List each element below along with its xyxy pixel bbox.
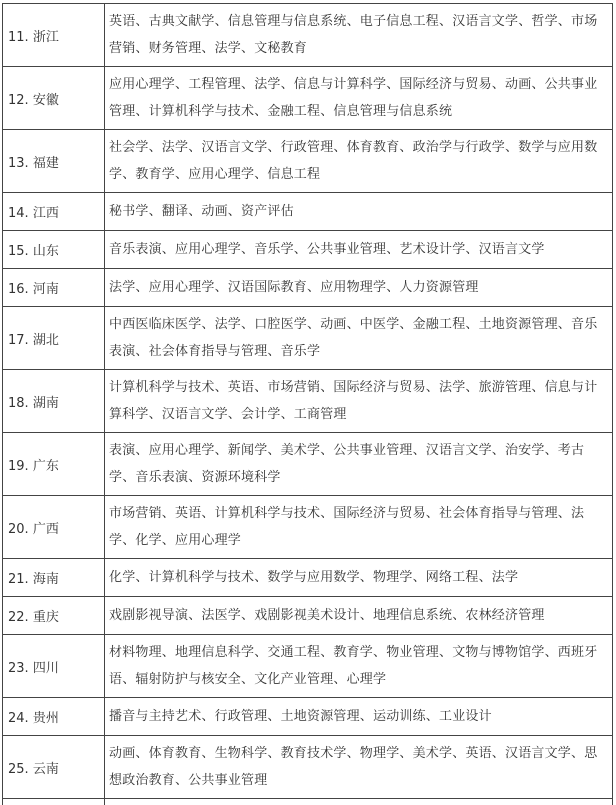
row-number: 20. [8, 522, 29, 537]
province-name: 江西 [33, 206, 59, 221]
majors-cell: 市场营销、英语、计算机科学与技术、国际经济与贸易、社会体育指导与管理、法学、化学、应用心理学 [105, 496, 613, 559]
province-cell [3, 193, 105, 231]
majors-cell: 计算机科学与技术、英语、市场营销、国际经济与贸易、法学、旅游管理、信息与计算科学、汉语言文学、会计学、工商管理 [105, 370, 613, 433]
province-cell [3, 307, 105, 370]
province-cell [3, 130, 105, 193]
province-cell [3, 635, 105, 698]
majors-cell: 播音与主持艺术、行政管理、土地资源管理、运动训练、工业设计 [105, 698, 613, 736]
row-number: 24. [8, 711, 29, 726]
table-row [3, 67, 613, 130]
table-row-partial [3, 799, 613, 805]
majors-cell: 化学、计算机科学与技术、数学与应用数学、物理学、网络工程、法学 [105, 559, 613, 597]
province-name: 福建 [33, 156, 59, 171]
province-name: 河南 [33, 282, 59, 297]
row-number: 13. [8, 156, 29, 171]
row-number: 22. [8, 610, 29, 625]
table-row [3, 269, 613, 307]
province-name: 重庆 [33, 610, 59, 625]
table-body [3, 4, 613, 805]
table-row [3, 736, 613, 799]
province-name: 海南 [33, 572, 59, 587]
province-name: 湖北 [33, 333, 59, 348]
province-cell [3, 698, 105, 736]
row-number: 16. [8, 282, 29, 297]
table-row [3, 559, 613, 597]
province-name: 广东 [33, 459, 59, 474]
table-row [3, 4, 613, 67]
table-row [3, 130, 613, 193]
table-row [3, 635, 613, 698]
province-name: 四川 [33, 661, 59, 676]
province-cell [3, 4, 105, 67]
majors-cell: 法学、应用心理学、汉语国际教育、应用物理学、人力资源管理 [105, 269, 613, 307]
majors-cell: 戏剧影视导演、法医学、戏剧影视美术设计、地理信息系统、农林经济管理 [105, 597, 613, 635]
majors-cell: 社会学、法学、汉语言文学、行政管理、体育教育、政治学与行政学、数学与应用数学、教育学、应用心理学、信息工程 [105, 130, 613, 193]
province-name: 贵州 [33, 711, 59, 726]
row-number: 17. [8, 333, 29, 348]
row-number: 11. [8, 30, 29, 45]
province-majors-table [2, 3, 613, 805]
row-number: 19. [8, 459, 29, 474]
majors-cell: 英语、古典文献学、信息管理与信息系统、电子信息工程、汉语言文学、哲学、市场营销、财务管理、法学、文秘教育 [105, 4, 613, 67]
row-number: 25. [8, 762, 29, 777]
table-row [3, 496, 613, 559]
majors-cell: 材料物理、地理信息科学、交通工程、教育学、物业管理、文物与博物馆学、西班牙语、辐射防护与核安全、文化产业管理、心理学 [105, 635, 613, 698]
province-cell [3, 370, 105, 433]
row-number: 12. [8, 93, 29, 108]
row-number: 15. [8, 244, 29, 259]
province-cell [3, 231, 105, 269]
province-name: 安徽 [33, 93, 59, 108]
table-row [3, 597, 613, 635]
partial-cell [3, 799, 105, 805]
row-number: 18. [8, 396, 29, 411]
majors-cell: 中西医临床医学、法学、口腔医学、动画、中医学、金融工程、土地资源管理、音乐表演、社会体育指导与管理、音乐学 [105, 307, 613, 370]
province-name: 湖南 [33, 396, 59, 411]
province-cell [3, 67, 105, 130]
table-row [3, 231, 613, 269]
province-name: 山东 [33, 244, 59, 259]
table-row [3, 433, 613, 496]
majors-cell: 音乐表演、应用心理学、音乐学、公共事业管理、艺术设计学、汉语言文学 [105, 231, 613, 269]
table-row [3, 193, 613, 231]
table-row [3, 698, 613, 736]
partial-cell [105, 799, 613, 805]
row-number: 23. [8, 661, 29, 676]
province-cell [3, 433, 105, 496]
province-cell [3, 597, 105, 635]
province-name: 广西 [33, 522, 59, 537]
majors-cell: 动画、体育教育、生物科学、教育技术学、物理学、美术学、英语、汉语言文学、思想政治教育、公共事业管理 [105, 736, 613, 799]
row-number: 14. [8, 206, 29, 221]
province-cell [3, 496, 105, 559]
province-cell [3, 269, 105, 307]
province-name: 浙江 [33, 30, 59, 45]
province-name: 云南 [33, 762, 59, 777]
province-cell [3, 736, 105, 799]
table-row [3, 370, 613, 433]
majors-cell: 表演、应用心理学、新闻学、美术学、公共事业管理、汉语言文学、治安学、考古学、音乐表演、资源环境科学 [105, 433, 613, 496]
majors-cell: 应用心理学、工程管理、法学、信息与计算科学、国际经济与贸易、动画、公共事业管理、计算机科学与技术、金融工程、信息管理与信息系统 [105, 67, 613, 130]
province-cell [3, 559, 105, 597]
table-row [3, 307, 613, 370]
row-number: 21. [8, 572, 29, 587]
majors-cell: 秘书学、翻译、动画、资产评估 [105, 193, 613, 231]
